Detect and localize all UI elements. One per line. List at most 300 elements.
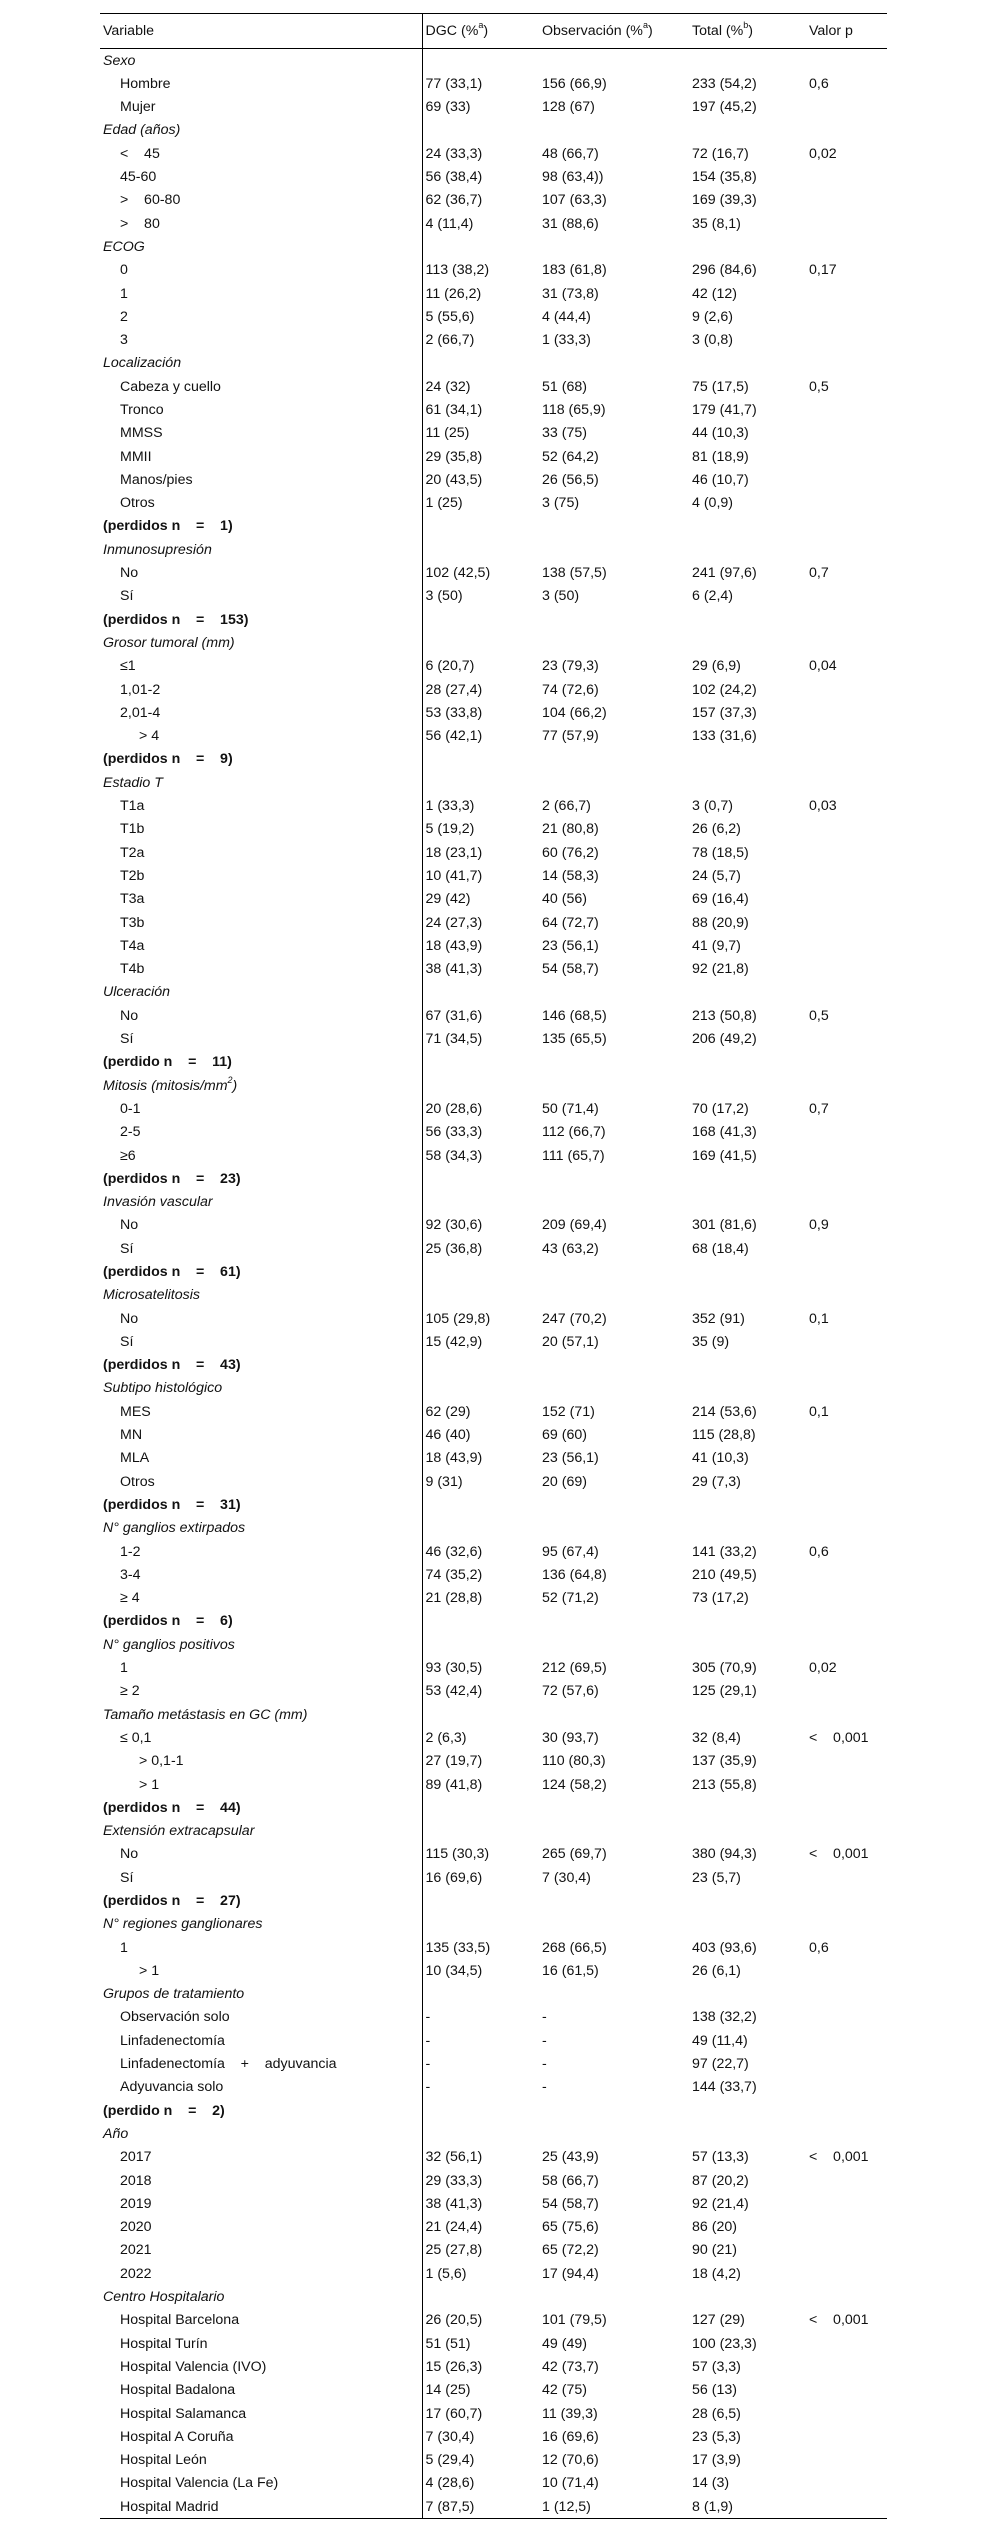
cell-obs: - xyxy=(542,2056,547,2073)
label-text: ≤ 0,1 xyxy=(120,1729,152,1746)
cell-obs: 23 (56,1) xyxy=(542,1450,599,1467)
cell-obs: 124 (58,2) xyxy=(542,1776,607,1793)
label-text: < 45 xyxy=(120,145,160,162)
table-row xyxy=(100,678,887,701)
missing-count-row xyxy=(100,1260,887,1283)
cell-obs xyxy=(539,2122,689,2145)
table-row xyxy=(100,96,887,119)
cell-dgc: 20 (28,6) xyxy=(425,1100,483,1117)
cell-p xyxy=(806,468,887,491)
cell-dgc: 92 (30,6) xyxy=(425,1217,483,1234)
cell-dgc: 5 (19,2) xyxy=(425,821,475,838)
label-text: 2-5 xyxy=(120,1124,141,1141)
cell-obs xyxy=(539,352,689,375)
cell-dgc: 24 (32) xyxy=(425,378,471,395)
cell-total: 127 (29) xyxy=(692,2312,745,2329)
cell-total: 14 (3) xyxy=(692,2475,730,2492)
cell-obs xyxy=(539,515,689,538)
cell-p: 0,03 xyxy=(809,798,837,815)
cell-total xyxy=(689,1493,806,1516)
cell-dgc: 9 (31) xyxy=(425,1473,463,1490)
cell-p xyxy=(806,422,887,445)
cell-total: 97 (22,7) xyxy=(692,2056,749,2073)
cell-total xyxy=(689,352,806,375)
label-text: > 1 xyxy=(139,1776,160,1793)
cell-obs: 69 (60) xyxy=(542,1427,587,1444)
label-text: Microsatelitosis xyxy=(103,1287,200,1304)
label-text: N° ganglios positivos xyxy=(103,1636,235,1653)
cell-obs xyxy=(539,2099,689,2122)
cell-obs: 152 (71) xyxy=(542,1403,595,1420)
cell-dgc: 115 (30,3) xyxy=(425,1846,490,1863)
section-header-row xyxy=(100,1377,887,1400)
cell-obs xyxy=(539,981,689,1004)
cell-p xyxy=(806,1796,887,1819)
cell-obs: 23 (79,3) xyxy=(542,658,599,675)
cell-dgc: 93 (30,5) xyxy=(425,1660,483,1677)
row-label xyxy=(100,958,422,981)
label-text: Invasión vascular xyxy=(103,1194,213,1211)
label-text: Tamaño metástasis en GC (mm) xyxy=(103,1706,308,1723)
cell-total: 88 (20,9) xyxy=(692,914,749,931)
cell-dgc: 105 (29,8) xyxy=(425,1310,491,1327)
cell-p xyxy=(806,2099,887,2122)
cell-dgc: - xyxy=(425,2079,431,2096)
cell-obs xyxy=(539,1260,689,1283)
label-superscript: 2 xyxy=(227,1074,233,1085)
row-label xyxy=(100,422,422,445)
label-text: Inmunosupresión xyxy=(103,541,212,558)
row-label xyxy=(100,1330,422,1353)
label-text: 2 xyxy=(120,308,128,325)
cell-p: 0,9 xyxy=(809,1217,829,1234)
label-text: N° ganglios extirpados xyxy=(103,1520,246,1537)
cell-p xyxy=(806,725,887,748)
label-text: Extensión extracapsular xyxy=(103,1823,255,1840)
table-row xyxy=(100,2355,887,2378)
row-label xyxy=(100,1237,422,1260)
cell-p xyxy=(806,492,887,515)
table-row xyxy=(100,1424,887,1447)
cell-p: 0,6 xyxy=(809,1939,829,1956)
cell-total xyxy=(689,1610,806,1633)
row-label xyxy=(100,655,422,678)
missing-label xyxy=(100,1493,422,1516)
cell-obs xyxy=(539,1913,689,1936)
cell-p xyxy=(806,189,887,212)
section-label xyxy=(100,771,422,794)
cell-total xyxy=(689,1820,806,1843)
cell-total xyxy=(689,1260,806,1283)
table-row xyxy=(100,2495,887,2519)
label-text: MLA xyxy=(120,1450,150,1467)
table-row xyxy=(100,1027,887,1050)
cell-obs: 40 (56) xyxy=(542,891,587,908)
row-label xyxy=(100,305,422,328)
section-label xyxy=(100,1703,422,1726)
missing-label xyxy=(100,1889,422,1912)
label-text: Hospital A Coruña xyxy=(120,2428,234,2445)
cell-total: 9 (2,6) xyxy=(692,308,734,325)
label-text: T1b xyxy=(120,821,145,838)
table-row xyxy=(100,585,887,608)
cell-total xyxy=(689,2099,806,2122)
label-text: 2019 xyxy=(120,2195,152,2212)
cell-p xyxy=(806,2029,887,2052)
section-header-row xyxy=(100,2122,887,2145)
section-label xyxy=(100,1983,422,2006)
table-row xyxy=(100,1726,887,1749)
cell-p xyxy=(806,538,887,561)
cell-dgc: 51 (51) xyxy=(425,2335,471,2352)
row-label xyxy=(100,911,422,934)
cell-total: 144 (33,7) xyxy=(692,2079,757,2096)
cell-total: 17 (3,9) xyxy=(692,2452,741,2469)
cell-p xyxy=(806,515,887,538)
cell-p: 0,02 xyxy=(809,1660,837,1677)
table-row xyxy=(100,2169,887,2192)
cell-p: 0,5 xyxy=(809,1007,829,1024)
section-header-row xyxy=(100,1633,887,1656)
label-text: 2017 xyxy=(120,2149,152,2166)
cell-total xyxy=(689,1284,806,1307)
table-row xyxy=(100,329,887,352)
section-header-row xyxy=(100,771,887,794)
label-text: T3b xyxy=(120,914,145,931)
label-text: Mujer xyxy=(120,99,156,116)
cell-total: 35 (8,1) xyxy=(692,215,741,232)
cell-obs: 72 (57,6) xyxy=(542,1683,599,1700)
missing-count-row xyxy=(100,1889,887,1912)
cell-dgc: 102 (42,5) xyxy=(425,565,491,582)
section-header-row xyxy=(100,1517,887,1540)
label-text: (perdido n = 2) xyxy=(103,2102,225,2119)
table-row xyxy=(100,1214,887,1237)
cell-obs: 54 (58,7) xyxy=(542,961,599,978)
cell-obs: 111 (65,7) xyxy=(542,1147,605,1164)
cell-dgc: 24 (33,3) xyxy=(425,145,483,162)
row-label xyxy=(100,1121,422,1144)
cell-obs: 50 (71,4) xyxy=(542,1100,599,1117)
cell-dgc: 71 (34,5) xyxy=(425,1031,483,1048)
label-text: N° regiones ganglionares xyxy=(103,1916,263,1933)
cell-total: 133 (31,6) xyxy=(692,728,757,745)
cell-dgc: 53 (42,4) xyxy=(425,1683,483,1700)
table-row xyxy=(100,2029,887,2052)
cell-dgc: 69 (33) xyxy=(425,99,471,116)
section-header-row xyxy=(100,1820,887,1843)
label-text: Hombre xyxy=(120,75,171,92)
table-row xyxy=(100,2239,887,2262)
cell-dgc: 15 (26,3) xyxy=(425,2358,483,2375)
cell-dgc xyxy=(422,1260,539,1283)
cell-p xyxy=(806,1866,887,1889)
section-label xyxy=(100,119,422,142)
cell-obs xyxy=(539,1051,689,1074)
row-label xyxy=(100,2029,422,2052)
row-label xyxy=(100,2216,422,2239)
cell-dgc: 53 (33,8) xyxy=(425,704,483,721)
cell-obs: 104 (66,2) xyxy=(542,704,607,721)
cell-dgc: 32 (56,1) xyxy=(425,2149,483,2166)
label-text: Sí xyxy=(120,588,134,605)
cell-dgc: 16 (69,6) xyxy=(425,1869,483,1886)
cell-total xyxy=(689,235,806,258)
label-text: Edad (años) xyxy=(103,122,181,139)
cell-dgc: 113 (38,2) xyxy=(425,262,490,279)
cell-p xyxy=(806,2449,887,2472)
cell-dgc: 7 (87,5) xyxy=(422,2495,539,2519)
cell-obs: 21 (80,8) xyxy=(542,821,599,838)
row-label xyxy=(100,375,422,398)
row-label xyxy=(100,841,422,864)
cell-p: < 0,001 xyxy=(809,1846,869,1863)
header-dgc: DGC (%$^a$) xyxy=(422,14,539,49)
cell-dgc: 11 (25) xyxy=(425,425,470,442)
row-label xyxy=(100,1424,422,1447)
row-label xyxy=(100,2379,422,2402)
label-text: Localización xyxy=(103,355,182,372)
label-text: MMSS xyxy=(120,425,163,442)
cell-total: 233 (54,2) xyxy=(692,75,757,92)
cell-p xyxy=(806,585,887,608)
missing-label xyxy=(100,515,422,538)
cell-total xyxy=(689,49,806,73)
row-label xyxy=(100,2076,422,2099)
cell-obs xyxy=(539,1167,689,1190)
cell-dgc: 38 (41,3) xyxy=(425,2195,483,2212)
table-row xyxy=(100,2076,887,2099)
cell-obs xyxy=(539,2286,689,2309)
cell-p xyxy=(806,1051,887,1074)
cell-dgc: 1 (5,6) xyxy=(425,2265,467,2282)
table-row xyxy=(100,72,887,95)
table-row xyxy=(100,1843,887,1866)
cell-obs xyxy=(539,119,689,142)
cell-obs: - xyxy=(542,2079,547,2096)
cell-obs: 74 (72,6) xyxy=(542,681,599,698)
cell-obs: 14 (58,3) xyxy=(542,867,599,884)
label-text: Linfadenectomía + adyuvancia xyxy=(120,2056,337,2073)
cell-dgc: 27 (19,7) xyxy=(425,1753,483,1770)
cell-obs: 16 (61,5) xyxy=(542,1962,599,1979)
cell-p: 0,6 xyxy=(809,1543,829,1560)
cell-obs: 146 (68,5) xyxy=(542,1007,607,1024)
label-text: 1,01-2 xyxy=(120,681,161,698)
cell-dgc: 28 (27,4) xyxy=(425,681,483,698)
cell-obs xyxy=(539,1610,689,1633)
cell-p xyxy=(806,958,887,981)
table-row xyxy=(100,2332,887,2355)
cell-total: 157 (37,3) xyxy=(692,704,757,721)
cell-p xyxy=(806,2262,887,2285)
cell-obs: 12 (70,6) xyxy=(542,2452,599,2469)
cell-p xyxy=(806,1493,887,1516)
cell-dgc: 135 (33,5) xyxy=(425,1939,491,1956)
label-text: Año xyxy=(103,2125,129,2142)
cell-total xyxy=(689,1051,806,1074)
missing-count-row xyxy=(100,608,887,631)
cell-dgc xyxy=(422,1703,539,1726)
cell-total: 90 (21) xyxy=(692,2242,737,2259)
label-text: 0-1 xyxy=(120,1100,141,1117)
missing-label xyxy=(100,1796,422,1819)
label-text: Observación solo xyxy=(120,2009,230,2026)
cell-p xyxy=(806,2192,887,2215)
table-row xyxy=(100,2379,887,2402)
cell-p: 0,02 xyxy=(809,145,837,162)
label-text: (perdido n = 11) xyxy=(103,1054,232,1071)
cell-total: 92 (21,8) xyxy=(692,961,749,978)
cell-dgc: 4 (11,4) xyxy=(425,215,474,232)
header-row xyxy=(100,14,887,49)
cell-p xyxy=(806,329,887,352)
cell-obs: 2 (66,7) xyxy=(542,798,591,815)
row-label xyxy=(100,2332,422,2355)
cell-obs: 1 (33,3) xyxy=(542,332,591,349)
cell-total: 92 (21,4) xyxy=(692,2195,749,2212)
label-text: Ulceración xyxy=(103,984,171,1001)
cell-obs: 128 (67) xyxy=(542,99,595,116)
row-label xyxy=(100,468,422,491)
table-row xyxy=(100,934,887,957)
label-text: Sí xyxy=(120,1333,134,1350)
cell-p xyxy=(806,888,887,911)
row-label xyxy=(100,1540,422,1563)
cell-dgc xyxy=(422,1191,539,1214)
cell-obs xyxy=(539,1983,689,2006)
cell-p xyxy=(806,1983,887,2006)
row-label xyxy=(100,259,422,282)
table-row xyxy=(100,282,887,305)
table-row xyxy=(100,562,887,585)
section-label xyxy=(100,1633,422,1656)
cell-dgc: 10 (34,5) xyxy=(425,1962,483,1979)
cell-p xyxy=(806,1447,887,1470)
data-table xyxy=(100,13,887,2519)
cell-p xyxy=(806,1027,887,1050)
row-label xyxy=(100,1656,422,1679)
label-text: T1a xyxy=(120,798,145,815)
table-row xyxy=(100,1936,887,1959)
missing-label xyxy=(100,1354,422,1377)
cell-dgc xyxy=(422,1610,539,1633)
cell-p xyxy=(806,2006,887,2029)
cell-total: 206 (49,2) xyxy=(692,1031,757,1048)
table-row xyxy=(100,1307,887,1330)
row-label xyxy=(100,1959,422,1982)
row-label xyxy=(100,1587,422,1610)
cell-total xyxy=(689,981,806,1004)
header-variable: Variable xyxy=(100,14,422,49)
cell-dgc xyxy=(422,1074,539,1097)
table-row xyxy=(100,1004,887,1027)
label-text: Mitosis (mitosis/mm xyxy=(103,1077,228,1094)
cell-dgc xyxy=(422,1889,539,1912)
label-text: 2018 xyxy=(120,2172,152,2189)
cell-dgc: 74 (35,2) xyxy=(425,1566,483,1583)
cell-total: 213 (50,8) xyxy=(692,1007,757,1024)
cell-p xyxy=(806,1284,887,1307)
cell-dgc: 17 (60,7) xyxy=(425,2405,483,2422)
cell-total xyxy=(689,1796,806,1819)
cell-obs: 1 (12,5) xyxy=(539,2495,689,2519)
cell-p xyxy=(806,934,887,957)
cell-obs xyxy=(539,538,689,561)
cell-total: 35 (9) xyxy=(692,1333,730,1350)
cell-p xyxy=(806,1820,887,1843)
cell-total xyxy=(689,1913,806,1936)
table-row xyxy=(100,1959,887,1982)
section-label xyxy=(100,1191,422,1214)
cell-p xyxy=(806,1144,887,1167)
row-label xyxy=(100,1144,422,1167)
section-header-row xyxy=(100,1983,887,2006)
cell-obs: 65 (75,6) xyxy=(542,2219,599,2236)
cell-dgc: 18 (23,1) xyxy=(425,844,483,861)
missing-label xyxy=(100,1610,422,1633)
cell-dgc: 24 (27,3) xyxy=(425,914,483,931)
label-text: (perdidos n = 23) xyxy=(103,1170,241,1187)
cell-dgc: 15 (42,9) xyxy=(425,1333,483,1350)
cell-obs: 65 (72,2) xyxy=(542,2242,599,2259)
cell-total xyxy=(689,1377,806,1400)
cell-obs xyxy=(539,1493,689,1516)
cell-dgc: 56 (42,1) xyxy=(425,728,483,745)
row-label xyxy=(100,2192,422,2215)
cell-dgc xyxy=(422,1913,539,1936)
section-label xyxy=(100,1284,422,1307)
cell-p: 0,1 xyxy=(809,1403,829,1420)
cell-obs: 42 (73,7) xyxy=(542,2358,599,2375)
section-header-row xyxy=(100,352,887,375)
cell-obs xyxy=(539,771,689,794)
section-header-row xyxy=(100,2286,887,2309)
section-header-row xyxy=(100,119,887,142)
cell-obs: 58 (66,7) xyxy=(542,2172,599,2189)
row-label xyxy=(100,701,422,724)
row-label xyxy=(100,2495,422,2519)
row-label xyxy=(100,1097,422,1120)
cell-p xyxy=(806,1750,887,1773)
cell-p xyxy=(806,1889,887,1912)
cell-dgc xyxy=(422,1796,539,1819)
cell-p xyxy=(806,818,887,841)
cell-obs xyxy=(539,1377,689,1400)
cell-p xyxy=(806,1074,887,1097)
missing-label xyxy=(100,1260,422,1283)
label-text: 2,01-4 xyxy=(120,704,161,721)
cell-total xyxy=(689,1167,806,1190)
cell-obs: 98 (63,4)) xyxy=(542,169,604,186)
cell-obs: 17 (94,4) xyxy=(542,2265,599,2282)
cell-total: 87 (20,2) xyxy=(692,2172,749,2189)
section-header-row xyxy=(100,1703,887,1726)
cell-dgc xyxy=(422,1983,539,2006)
cell-total: 78 (18,5) xyxy=(692,844,749,861)
section-label xyxy=(100,1820,422,1843)
cell-total: 57 (13,3) xyxy=(692,2149,749,2166)
cell-obs: 118 (65,9) xyxy=(542,402,606,418)
table-row xyxy=(100,1656,887,1679)
cell-p: 0,5 xyxy=(809,378,829,395)
cell-obs: 156 (66,9) xyxy=(542,75,607,92)
label-text: Hospital Valencia (IVO) xyxy=(120,2358,267,2375)
label-text: Centro Hospitalario xyxy=(103,2289,225,2306)
section-label xyxy=(100,1517,422,1540)
cell-dgc: 14 (25) xyxy=(425,2382,471,2399)
cell-p: < 0,001 xyxy=(809,2312,869,2329)
